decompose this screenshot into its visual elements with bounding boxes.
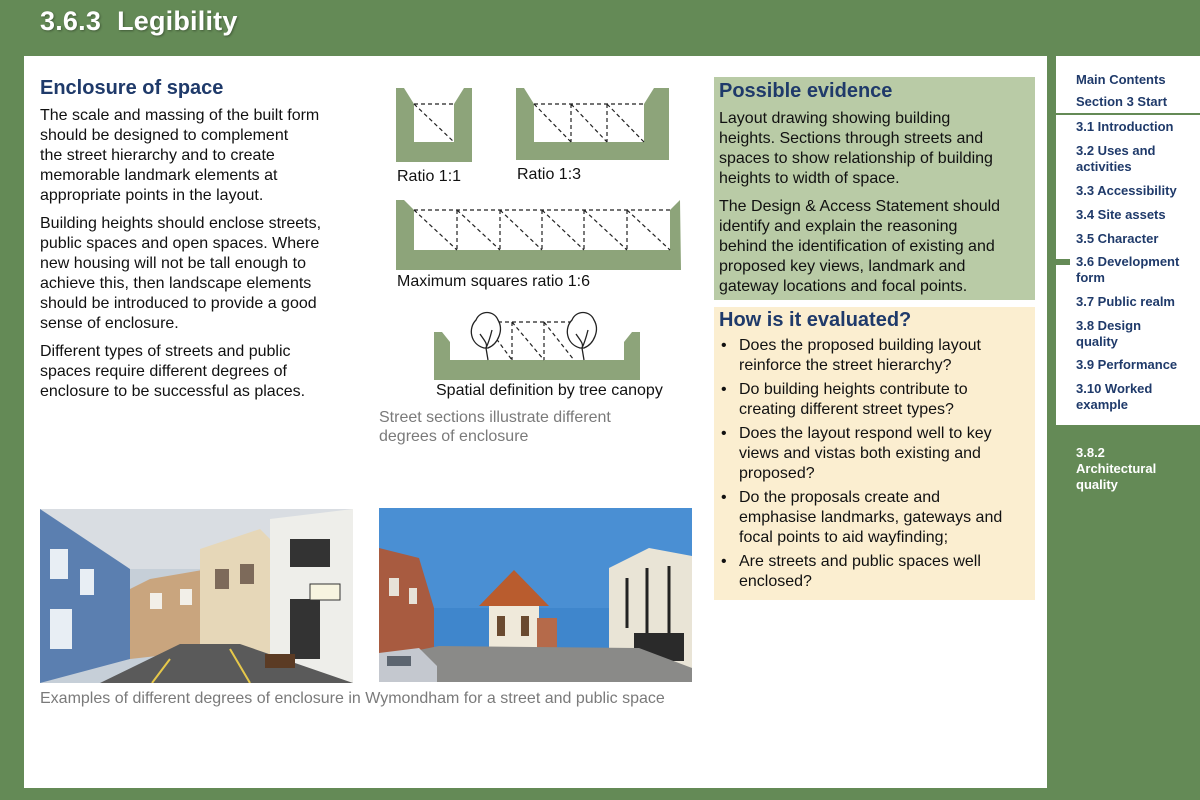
enclosure-paragraph-1: The scale and massing of the built form should be designed to complement the street hierarchy and to create memorable landmark elements at appropriate points in the layout. [40,107,320,204]
public-space-photo [379,508,692,682]
section-number: 3.6.3 [40,6,102,36]
sidebar-item-site-assets[interactable]: 3.4 Site assets [1076,207,1166,222]
evaluated-heading: How is it evaluated? [719,309,912,331]
enclosure-paragraph-3: Different types of streets and public spaces require different degrees of enclosure to be successful as places. [40,343,306,400]
sidebar-item-worked-example[interactable]: 3.10 Worked example [1076,381,1153,412]
list-item: • Does the proposed building layout reinforce the street hierarchy? [719,336,1030,376]
section-title: Legibility [117,6,238,36]
active-item-indicator [1056,259,1070,265]
evidence-text [719,109,1030,297]
sidebar-item-introduction[interactable]: 3.1 Introduction [1076,119,1174,134]
enclosure-text [40,106,370,402]
sidebar-item-public-realm[interactable]: 3.7 Public realm [1076,294,1175,309]
evaluation-box [714,307,1035,600]
list-item: • Do the proposals create and emphasise landmarks, gateways and focal points to aid wayfinding; [719,488,1030,548]
sidebar-item-development-form[interactable]: 3.6 Development form [1076,254,1180,285]
list-item: • Does the layout respond well to key views and vistas both existing and proposed? [719,424,1030,484]
tree-canopy-label: Spatial definition by tree canopy [436,382,663,399]
photos-caption: Examples of different degrees of enclosure in Wymondham for a street and public space [40,690,665,707]
sidebar-item-accessibility[interactable]: 3.3 Accessibility [1076,183,1177,198]
evidence-paragraph-1: Layout drawing showing building heights. Sections through streets and spaces to show relationship of building heights to width of space. [719,110,993,187]
ratio-1-1-label: Ratio 1:1 [397,168,462,185]
sidebar-sub-item-architectural-quality[interactable]: 3.8.2 Architectural quality [1076,445,1157,492]
list-item: • Do building heights contribute to creating different street types? [719,380,1030,420]
list-item: • Are streets and public spaces well enclosed? [719,552,1030,592]
page-title [40,6,238,37]
enclosure-paragraph-2: Building heights should enclose streets, public spaces and open spaces. Where new housing will not be tall enough to achieve this, then landscape elements should be introduced to provide a good sense of enclosure. [40,215,322,332]
sidebar-item-design-quality[interactable]: 3.8 Design quality [1076,318,1142,349]
evidence-paragraph-2: The Design & Access Statement should identify and explain the reasoning behind the identification of existing and proposed key views, landmark and gateway locations and focal points. [719,198,1001,295]
possible-evidence-box [714,77,1035,300]
evidence-heading: Possible evidence [719,80,893,102]
street-photo [40,509,353,683]
enclosure-section [40,77,370,410]
enclosure-heading: Enclosure of space [40,77,224,99]
nav-separator [1056,113,1200,115]
evaluation-list [719,336,1030,592]
sidebar-item-uses-and-activities[interactable]: 3.2 Uses and activities [1076,143,1156,174]
section-3-start-link[interactable]: Section 3 Start [1076,94,1168,109]
diagrams-caption: Street sections illustrate different degrees of enclosure [379,409,611,445]
sidebar-item-character[interactable]: 3.5 Character [1076,231,1159,246]
content-panel [24,56,1047,788]
ratio-1-6-label: Maximum squares ratio 1:6 [397,273,590,290]
main-contents-link[interactable]: Main Contents [1076,72,1166,87]
ratio-1-3-label: Ratio 1:3 [517,166,582,183]
sidebar-item-performance[interactable]: 3.9 Performance [1076,357,1178,372]
street-section-diagrams [384,82,694,382]
